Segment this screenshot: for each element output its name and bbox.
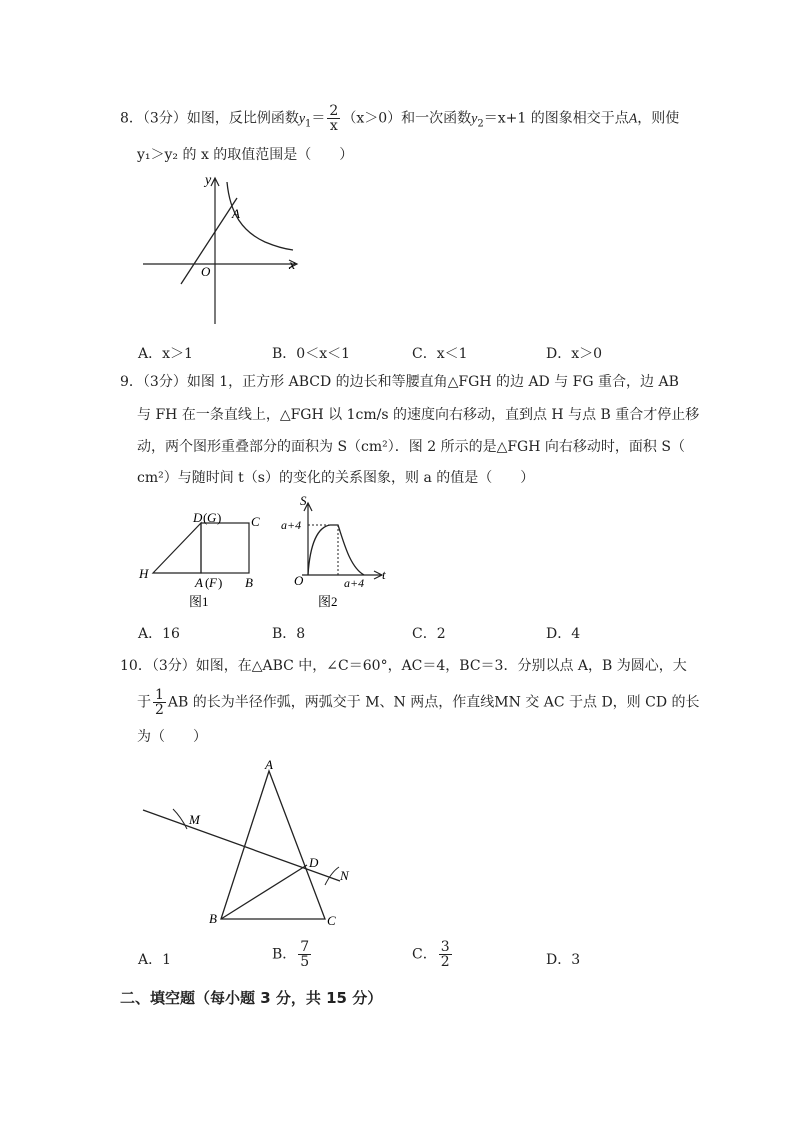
q8-figure	[135, 172, 315, 330]
q9-fig1-label-f: F	[209, 575, 217, 590]
q9-fig2-curve	[308, 525, 364, 575]
q10-label-d: D	[309, 855, 319, 870]
q9-figure1	[135, 505, 270, 610]
q8-option-b[interactable]: B．0＜x＜1	[272, 346, 350, 362]
q10-label-a: A	[265, 757, 273, 772]
q10-option-c-fraction: $\frac{3}{2}$	[440, 939, 450, 970]
q9-option-c[interactable]: C．2	[412, 626, 446, 642]
q10-line2: 于 $\frac{1}{2}$ AB 的长为半径作弧，两弧交于 M、N 两点，作直线MN 交 AC 于点 D，则 CD 的长	[137, 687, 700, 718]
q9-line2: 与 FH 在一条直线上，△FGH 以 1cm/s 的速度向右移动，直到点 H 与点 B 重合才停止移	[137, 407, 700, 423]
q9-fig2-label-a4-x: a+4	[344, 576, 365, 590]
q8-option-c[interactable]: C．x＜1	[412, 346, 468, 362]
q10-option-b[interactable]: B． $\frac{7}{5}$	[272, 939, 310, 970]
q8-line2: y₁＞y₂ 的 x 的取值范围是（ ）	[137, 147, 354, 163]
q10-label-m: M	[189, 812, 200, 827]
q8-line1: 8．（3分）如图，反比例函数$y_1=$ $\frac{2}{x}$ （x＞0）和一次函数$y_2=x+1$ 的图象相交于点A，则使	[120, 103, 680, 134]
q9-fig1-paren-f1: (	[205, 575, 210, 590]
q9-option-a[interactable]: A．16	[138, 626, 180, 642]
q9-fig1-label-d: D	[193, 510, 203, 525]
q9-fig1-label-g: G	[207, 510, 217, 525]
q10-arc-m	[173, 809, 187, 829]
q10-option-a[interactable]: A．1	[138, 952, 172, 968]
q9-line4: cm²）与随时间 t（s）的变化的关系图象，则 a 的值是（ ）	[137, 470, 535, 486]
q9-fig1-caption: 图1	[189, 594, 209, 609]
q10-line-mn	[143, 810, 340, 881]
q10-figure	[135, 757, 360, 932]
q8-label-x: x	[289, 258, 296, 273]
q8-option-a[interactable]: A．x＞1	[138, 346, 193, 362]
q8-label-o: O	[201, 264, 211, 279]
q10-line3: 为（ ）	[137, 729, 207, 745]
q10-fraction: $\frac{1}{2}$	[155, 687, 164, 718]
q9-fig2-caption: 图2	[318, 594, 338, 609]
q10-option-b-fraction: $\frac{7}{5}$	[300, 939, 310, 970]
q9-fig2-label-s: S	[300, 493, 307, 508]
q10-option-c[interactable]: C． $\frac{3}{2}$	[412, 939, 450, 970]
q9-fig1-label-b: B	[245, 575, 253, 590]
q9-fig1-paren-g2: )	[217, 510, 222, 525]
q10-line1: 10．（3分）如图，在△ABC 中，∠C＝60°，AC＝4，BC＝3．分别以点 A，B 为圆心，大	[120, 658, 687, 674]
q9-fig1-label-h: H	[139, 566, 149, 581]
q9-triangle-fgh	[153, 523, 201, 573]
section-2-title: 二、填空题（每小题 3 分，共 15 分）	[120, 989, 383, 1007]
q9-fig1-label-c: C	[251, 514, 260, 529]
q8-label-y: y	[205, 173, 212, 188]
q9-square-abcd	[201, 523, 249, 573]
q10-label-c: C	[327, 913, 336, 928]
q9-fig2-label-o: O	[294, 573, 304, 588]
q10-option-d[interactable]: D．3	[546, 952, 581, 968]
q9-fig1-paren-g1: (	[203, 510, 208, 525]
q10-label-b: B	[209, 911, 217, 926]
q9-line1: 9．（3分）如图 1，正方形 ABCD 的边长和等腰直角△FGH 的边 AD 与 FG 重合，边 AB	[120, 374, 679, 390]
q10-label-n: N	[340, 868, 349, 883]
q9-fig1-label-a: A	[195, 575, 203, 590]
q8-option-d[interactable]: D．x＞0	[546, 346, 603, 362]
q9-line3: 动，两个图形重叠部分的面积为 S（cm²）．图 2 所示的是△FGH 向右移动时，面积 S（	[137, 439, 685, 455]
q9-fig2-label-t: t	[382, 567, 386, 582]
q9-fig2-label-a4-y: a+4	[281, 518, 302, 532]
q10-triangle-abc	[221, 771, 325, 919]
q8-fraction: $\frac{2}{x}$	[329, 103, 339, 134]
q8-label-a: A	[232, 206, 240, 221]
q9-figure2	[280, 493, 395, 610]
q10-segment-bd	[221, 865, 307, 919]
q9-fig1-paren-f2: )	[218, 575, 223, 590]
q9-option-d[interactable]: D．4	[546, 626, 581, 642]
q9-option-b[interactable]: B．8	[272, 626, 306, 642]
